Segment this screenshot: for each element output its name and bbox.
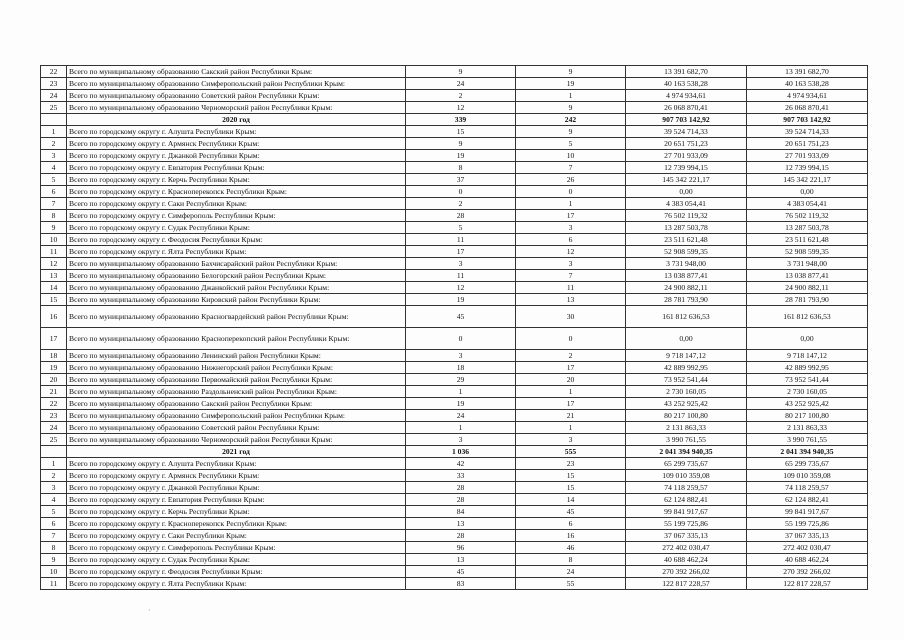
- row-number-cell: 24: [41, 90, 67, 102]
- selected-count-cell: 16: [516, 530, 626, 542]
- amount-cell: 40 163 538,28: [626, 78, 747, 90]
- funded-amount-cell: 3 990 761,55: [747, 434, 868, 446]
- municipality-name-cell: Всего по городскому округу г. Керчь Республики Крым:: [67, 174, 406, 186]
- count-cell: 24: [406, 410, 516, 422]
- table-row: [41, 328, 868, 350]
- count-cell: 45: [406, 566, 516, 578]
- selected-count-cell: 13: [516, 294, 626, 306]
- selected-count-cell: 19: [516, 78, 626, 90]
- row-number-cell: 2: [41, 138, 67, 150]
- amount-cell: 161 812 636,53: [626, 306, 747, 328]
- table-row: [41, 210, 868, 222]
- table-row: [41, 150, 868, 162]
- selected-count-cell: 1: [516, 422, 626, 434]
- municipality-name-cell: Всего по муниципальному образованию Джанкойский район Республики Крым:: [67, 282, 406, 294]
- amount-cell: 13 391 682,70: [626, 66, 747, 78]
- count-cell: 28: [406, 494, 516, 506]
- selected-count-cell: 0: [516, 328, 626, 350]
- row-number-cell: 7: [41, 198, 67, 210]
- funded-amount-cell: 13 038 877,41: [747, 270, 868, 282]
- table-row: [41, 162, 868, 174]
- municipality-name-cell: Всего по муниципальному образованию Бахчисарайский район Республики Крым:: [67, 258, 406, 270]
- funded-amount-cell: 52 908 599,35: [747, 246, 868, 258]
- table-row: [41, 138, 868, 150]
- count-cell: 1: [406, 422, 516, 434]
- municipality-name-cell: Всего по городскому округу г. Армянск Республики Крым:: [67, 470, 406, 482]
- count-cell: 33: [406, 470, 516, 482]
- selected-count-cell: 1: [516, 198, 626, 210]
- amount-cell: 13 287 503,78: [626, 222, 747, 234]
- municipality-name-cell: Всего по городскому округу г. Симферополь Республики Крым:: [67, 542, 406, 554]
- funded-amount-cell: 20 651 751,23: [747, 138, 868, 150]
- row-number-cell: 22: [41, 66, 67, 78]
- municipality-name-cell: Всего по городскому округу г. Судак Республики Крым:: [67, 222, 406, 234]
- count-cell: 42: [406, 458, 516, 470]
- count-cell: 18: [406, 362, 516, 374]
- amount-cell: 272 402 030,47: [626, 542, 747, 554]
- count-cell: 28: [406, 210, 516, 222]
- table-row: [41, 578, 868, 590]
- funded-amount-cell: 80 217 100,80: [747, 410, 868, 422]
- amount-cell: 109 010 359,08: [626, 470, 747, 482]
- count-cell: 9: [406, 138, 516, 150]
- total-selected-cell: 555: [516, 446, 626, 458]
- municipality-name-cell: Всего по городскому округу г. Ялта Республики Крым:: [67, 246, 406, 258]
- funded-amount-cell: 76 502 119,32: [747, 210, 868, 222]
- selected-count-cell: 12: [516, 246, 626, 258]
- count-cell: 37: [406, 174, 516, 186]
- table-row: [41, 566, 868, 578]
- municipality-name-cell: Всего по муниципальному образованию Сакский район Республики Крым:: [67, 398, 406, 410]
- count-cell: 11: [406, 234, 516, 246]
- row-number-cell: 10: [41, 566, 67, 578]
- amount-cell: 27 701 933,09: [626, 150, 747, 162]
- count-cell: 17: [406, 246, 516, 258]
- funded-amount-cell: 272 402 030,47: [747, 542, 868, 554]
- count-cell: 3: [406, 350, 516, 362]
- row-number-cell: 14: [41, 282, 67, 294]
- report-table: [40, 65, 868, 590]
- selected-count-cell: 24: [516, 566, 626, 578]
- selected-count-cell: 30: [516, 306, 626, 328]
- funded-amount-cell: 99 841 917,67: [747, 506, 868, 518]
- funded-amount-cell: 40 163 538,28: [747, 78, 868, 90]
- amount-cell: 4 383 054,41: [626, 198, 747, 210]
- municipality-name-cell: Всего по муниципальному образованию Кировский район Республики Крым:: [67, 294, 406, 306]
- selected-count-cell: 7: [516, 162, 626, 174]
- municipality-name-cell: Всего по муниципальному образованию Черноморский район Республики Крым:: [67, 434, 406, 446]
- row-number-cell: 6: [41, 518, 67, 530]
- amount-cell: 3 990 761,55: [626, 434, 747, 446]
- table-row: [41, 258, 868, 270]
- selected-count-cell: 11: [516, 282, 626, 294]
- row-number-cell: 13: [41, 270, 67, 282]
- municipality-name-cell: Всего по городскому округу г. Саки Республики Крым:: [67, 198, 406, 210]
- amount-cell: 9 718 147,12: [626, 350, 747, 362]
- amount-cell: 52 908 599,35: [626, 246, 747, 258]
- table-row: [41, 246, 868, 258]
- selected-count-cell: 9: [516, 66, 626, 78]
- row-number-cell: 6: [41, 186, 67, 198]
- funded-amount-cell: 13 287 503,78: [747, 222, 868, 234]
- funded-amount-cell: 28 781 793,90: [747, 294, 868, 306]
- count-cell: 19: [406, 398, 516, 410]
- selected-count-cell: 2: [516, 350, 626, 362]
- count-cell: 13: [406, 554, 516, 566]
- row-number-cell: 11: [41, 246, 67, 258]
- funded-amount-cell: 0,00: [747, 186, 868, 198]
- count-cell: 19: [406, 294, 516, 306]
- row-number-cell: 25: [41, 434, 67, 446]
- report-table-body: [41, 66, 868, 590]
- year-total-row: [41, 114, 868, 126]
- funded-amount-cell: 43 252 925,42: [747, 398, 868, 410]
- municipality-name-cell: Всего по городскому округу г. Евпатория Республики Крым:: [67, 494, 406, 506]
- row-number-cell: 9: [41, 554, 67, 566]
- table-row: [41, 90, 868, 102]
- table-row: [41, 542, 868, 554]
- table-row: [41, 270, 868, 282]
- row-number-cell: 5: [41, 174, 67, 186]
- funded-amount-cell: 3 731 948,00: [747, 258, 868, 270]
- funded-amount-cell: 13 391 682,70: [747, 66, 868, 78]
- amount-cell: 145 342 221,17: [626, 174, 747, 186]
- amount-cell: 13 038 877,41: [626, 270, 747, 282]
- amount-cell: 4 974 934,61: [626, 90, 747, 102]
- municipality-name-cell: Всего по муниципальному образованию Первомайский район Республики Крым:: [67, 374, 406, 386]
- selected-count-cell: 6: [516, 234, 626, 246]
- funded-amount-cell: 2 131 863,33: [747, 422, 868, 434]
- table-row: [41, 434, 868, 446]
- municipality-name-cell: Всего по городскому округу г. Красноперекопск Республики Крым:: [67, 186, 406, 198]
- table-row: [41, 282, 868, 294]
- selected-count-cell: 3: [516, 434, 626, 446]
- table-row: [41, 294, 868, 306]
- selected-count-cell: 0: [516, 186, 626, 198]
- table-row: [41, 482, 868, 494]
- table-row: [41, 66, 868, 78]
- table-row: [41, 494, 868, 506]
- count-cell: 24: [406, 78, 516, 90]
- row-number-cell: 3: [41, 482, 67, 494]
- amount-cell: 99 841 917,67: [626, 506, 747, 518]
- row-number-cell: 4: [41, 162, 67, 174]
- selected-count-cell: 1: [516, 386, 626, 398]
- municipality-name-cell: Всего по муниципальному образованию Ленинский район Республики Крым:: [67, 350, 406, 362]
- count-cell: 3: [406, 258, 516, 270]
- table-row: [41, 362, 868, 374]
- amount-cell: 0,00: [626, 328, 747, 350]
- amount-cell: 65 299 735,67: [626, 458, 747, 470]
- selected-count-cell: 21: [516, 410, 626, 422]
- count-cell: 11: [406, 270, 516, 282]
- row-number-cell: 18: [41, 350, 67, 362]
- total-selected-cell: 242: [516, 114, 626, 126]
- amount-cell: 39 524 714,33: [626, 126, 747, 138]
- selected-count-cell: 8: [516, 554, 626, 566]
- funded-amount-cell: 39 524 714,33: [747, 126, 868, 138]
- row-number-cell: [41, 114, 67, 126]
- count-cell: 15: [406, 126, 516, 138]
- count-cell: 2: [406, 90, 516, 102]
- municipality-name-cell: Всего по городскому округу г. Феодосия Республики Крым:: [67, 234, 406, 246]
- table-row: [41, 102, 868, 114]
- selected-count-cell: 6: [516, 518, 626, 530]
- table-row: [41, 410, 868, 422]
- municipality-name-cell: Всего по городскому округу г. Евпатория Республики Крым:: [67, 162, 406, 174]
- funded-amount-cell: 122 817 228,57: [747, 578, 868, 590]
- row-number-cell: 1: [41, 126, 67, 138]
- row-number-cell: 11: [41, 578, 67, 590]
- selected-count-cell: 17: [516, 210, 626, 222]
- row-number-cell: 3: [41, 150, 67, 162]
- funded-amount-cell: 9 718 147,12: [747, 350, 868, 362]
- municipality-name-cell: Всего по муниципальному образованию Черноморский район Республики Крым:: [67, 102, 406, 114]
- row-number-cell: 15: [41, 294, 67, 306]
- municipality-name-cell: Всего по городскому округу г. Судак Республики Крым:: [67, 554, 406, 566]
- municipality-name-cell: Всего по муниципальному образованию Нижнегорский район Республики Крым:: [67, 362, 406, 374]
- municipality-name-cell: Всего по городскому округу г. Феодосия Республики Крым:: [67, 566, 406, 578]
- table-row: [41, 530, 868, 542]
- table-row: [41, 198, 868, 210]
- count-cell: 3: [406, 434, 516, 446]
- total-funded-cell: 2 041 394 940,35: [747, 446, 868, 458]
- table-row: [41, 554, 868, 566]
- count-cell: 28: [406, 482, 516, 494]
- selected-count-cell: 15: [516, 470, 626, 482]
- amount-cell: 40 688 462,24: [626, 554, 747, 566]
- table-row: [41, 458, 868, 470]
- count-cell: 29: [406, 374, 516, 386]
- selected-count-cell: 3: [516, 258, 626, 270]
- municipality-name-cell: Всего по городскому округу г. Керчь Республики Крым:: [67, 506, 406, 518]
- municipality-name-cell: Всего по городскому округу г. Алушта Республики Крым:: [67, 458, 406, 470]
- row-number-cell: 20: [41, 374, 67, 386]
- amount-cell: 3 731 948,00: [626, 258, 747, 270]
- funded-amount-cell: 73 952 541,44: [747, 374, 868, 386]
- funded-amount-cell: 145 342 221,17: [747, 174, 868, 186]
- funded-amount-cell: 0,00: [747, 328, 868, 350]
- selected-count-cell: 14: [516, 494, 626, 506]
- selected-count-cell: 55: [516, 578, 626, 590]
- funded-amount-cell: 42 889 992,95: [747, 362, 868, 374]
- row-number-cell: 5: [41, 506, 67, 518]
- funded-amount-cell: 109 010 359,08: [747, 470, 868, 482]
- municipality-name-cell: Всего по городскому округу г. Алушта Республики Крым:: [67, 126, 406, 138]
- table-row: [41, 174, 868, 186]
- selected-count-cell: 45: [516, 506, 626, 518]
- row-number-cell: 22: [41, 398, 67, 410]
- row-number-cell: 16: [41, 306, 67, 328]
- count-cell: 12: [406, 102, 516, 114]
- amount-cell: 122 817 228,57: [626, 578, 747, 590]
- amount-cell: 24 900 882,11: [626, 282, 747, 294]
- amount-cell: 20 651 751,23: [626, 138, 747, 150]
- row-number-cell: 23: [41, 410, 67, 422]
- municipality-name-cell: Всего по муниципальному образованию Раздольненский район Республики Крым:: [67, 386, 406, 398]
- amount-cell: 270 392 266,02: [626, 566, 747, 578]
- total-amount-cell: 907 703 142,92: [626, 114, 747, 126]
- count-cell: 84: [406, 506, 516, 518]
- count-cell: 2: [406, 198, 516, 210]
- amount-cell: 2 730 160,05: [626, 386, 747, 398]
- row-number-cell: 9: [41, 222, 67, 234]
- year-label-cell: 2021 год: [67, 446, 406, 458]
- total-count-cell: 339: [406, 114, 516, 126]
- count-cell: 13: [406, 518, 516, 530]
- count-cell: 9: [406, 66, 516, 78]
- funded-amount-cell: 40 688 462,24: [747, 554, 868, 566]
- selected-count-cell: 3: [516, 222, 626, 234]
- row-number-cell: 12: [41, 258, 67, 270]
- municipality-name-cell: Всего по городскому округу г. Джанкой Республики Крым:: [67, 150, 406, 162]
- count-cell: 96: [406, 542, 516, 554]
- table-row: [41, 186, 868, 198]
- row-number-cell: 7: [41, 530, 67, 542]
- table-row: [41, 386, 868, 398]
- selected-count-cell: 7: [516, 270, 626, 282]
- selected-count-cell: 15: [516, 482, 626, 494]
- row-number-cell: 21: [41, 386, 67, 398]
- table-row: [41, 126, 868, 138]
- municipality-name-cell: Всего по муниципальному образованию Советский район Республики Крым:: [67, 422, 406, 434]
- amount-cell: 62 124 882,41: [626, 494, 747, 506]
- count-cell: 19: [406, 150, 516, 162]
- funded-amount-cell: 2 730 160,05: [747, 386, 868, 398]
- total-funded-cell: 907 703 142,92: [747, 114, 868, 126]
- selected-count-cell: 9: [516, 102, 626, 114]
- amount-cell: 74 118 259,57: [626, 482, 747, 494]
- table-row: [41, 470, 868, 482]
- count-cell: 28: [406, 530, 516, 542]
- row-number-cell: 17: [41, 328, 67, 350]
- row-number-cell: 4: [41, 494, 67, 506]
- total-count-cell: 1 036: [406, 446, 516, 458]
- municipality-name-cell: Всего по муниципальному образованию Советский район Республики Крым:: [67, 90, 406, 102]
- municipality-name-cell: Всего по городскому округу г. Джанкой Республики Крым:: [67, 482, 406, 494]
- funded-amount-cell: 27 701 933,09: [747, 150, 868, 162]
- amount-cell: 2 131 863,33: [626, 422, 747, 434]
- count-cell: 0: [406, 186, 516, 198]
- selected-count-cell: 17: [516, 398, 626, 410]
- amount-cell: 43 252 925,42: [626, 398, 747, 410]
- municipality-name-cell: Всего по муниципальному образованию Симферопольский район Республики Крым:: [67, 410, 406, 422]
- funded-amount-cell: 65 299 735,67: [747, 458, 868, 470]
- total-amount-cell: 2 041 394 940,35: [626, 446, 747, 458]
- count-cell: 8: [406, 162, 516, 174]
- amount-cell: 76 502 119,32: [626, 210, 747, 222]
- funded-amount-cell: 161 812 636,53: [747, 306, 868, 328]
- municipality-name-cell: Всего по муниципальному образованию Симферопольский район Республики Крым:: [67, 78, 406, 90]
- table-row: [41, 422, 868, 434]
- row-number-cell: 1: [41, 458, 67, 470]
- selected-count-cell: 46: [516, 542, 626, 554]
- selected-count-cell: 23: [516, 458, 626, 470]
- amount-cell: 37 067 335,13: [626, 530, 747, 542]
- municipality-name-cell: Всего по городскому округу г. Симферополь Республики Крым:: [67, 210, 406, 222]
- amount-cell: 26 068 870,41: [626, 102, 747, 114]
- amount-cell: 0,00: [626, 186, 747, 198]
- table-row: [41, 234, 868, 246]
- count-cell: 12: [406, 282, 516, 294]
- funded-amount-cell: 55 199 725,86: [747, 518, 868, 530]
- table-row: [41, 506, 868, 518]
- municipality-name-cell: Всего по муниципальному образованию Сакский район Республики Крым:: [67, 66, 406, 78]
- count-cell: 83: [406, 578, 516, 590]
- table-row: [41, 350, 868, 362]
- selected-count-cell: 5: [516, 138, 626, 150]
- row-number-cell: 8: [41, 542, 67, 554]
- municipality-name-cell: Всего по городскому округу г. Ялта Республики Крым:: [67, 578, 406, 590]
- funded-amount-cell: 23 511 621,48: [747, 234, 868, 246]
- row-number-cell: 25: [41, 102, 67, 114]
- selected-count-cell: 26: [516, 174, 626, 186]
- amount-cell: 28 781 793,90: [626, 294, 747, 306]
- municipality-name-cell: Всего по муниципальному образованию Красноперекопский район Республики Крым:: [67, 328, 406, 350]
- count-cell: 1: [406, 386, 516, 398]
- selected-count-cell: 9: [516, 126, 626, 138]
- row-number-cell: 2: [41, 470, 67, 482]
- year-total-row: [41, 446, 868, 458]
- row-number-cell: 23: [41, 78, 67, 90]
- scan-mark: ·: [148, 606, 151, 615]
- selected-count-cell: 10: [516, 150, 626, 162]
- funded-amount-cell: 4 974 934,61: [747, 90, 868, 102]
- amount-cell: 42 889 992,95: [626, 362, 747, 374]
- amount-cell: 23 511 621,48: [626, 234, 747, 246]
- municipality-name-cell: Всего по городскому округу г. Саки Республики Крым:: [67, 530, 406, 542]
- row-number-cell: [41, 446, 67, 458]
- amount-cell: 73 952 541,44: [626, 374, 747, 386]
- selected-count-cell: 20: [516, 374, 626, 386]
- amount-cell: 12 739 994,15: [626, 162, 747, 174]
- table-row: [41, 398, 868, 410]
- row-number-cell: 24: [41, 422, 67, 434]
- selected-count-cell: 17: [516, 362, 626, 374]
- funded-amount-cell: 62 124 882,41: [747, 494, 868, 506]
- row-number-cell: 19: [41, 362, 67, 374]
- table-row: [41, 222, 868, 234]
- municipality-name-cell: Всего по муниципальному образованию Белогорский район Республики Крым:: [67, 270, 406, 282]
- count-cell: 45: [406, 306, 516, 328]
- table-row: [41, 306, 868, 328]
- row-number-cell: 8: [41, 210, 67, 222]
- funded-amount-cell: 4 383 054,41: [747, 198, 868, 210]
- selected-count-cell: 1: [516, 90, 626, 102]
- funded-amount-cell: 24 900 882,11: [747, 282, 868, 294]
- funded-amount-cell: 12 739 994,15: [747, 162, 868, 174]
- funded-amount-cell: 37 067 335,13: [747, 530, 868, 542]
- funded-amount-cell: 74 118 259,57: [747, 482, 868, 494]
- amount-cell: 80 217 100,80: [626, 410, 747, 422]
- municipality-name-cell: Всего по городскому округу г. Красноперекопск Республики Крым:: [67, 518, 406, 530]
- funded-amount-cell: 270 392 266,02: [747, 566, 868, 578]
- amount-cell: 55 199 725,86: [626, 518, 747, 530]
- row-number-cell: 10: [41, 234, 67, 246]
- table-row: [41, 518, 868, 530]
- table-row: [41, 374, 868, 386]
- count-cell: 0: [406, 328, 516, 350]
- table-row: [41, 78, 868, 90]
- funded-amount-cell: 26 068 870,41: [747, 102, 868, 114]
- count-cell: 5: [406, 222, 516, 234]
- year-label-cell: 2020 год: [67, 114, 406, 126]
- municipality-name-cell: Всего по муниципальному образованию Красногвардейский район Республики Крым:: [67, 306, 406, 328]
- municipality-name-cell: Всего по городскому округу г. Армянск Республики Крым:: [67, 138, 406, 150]
